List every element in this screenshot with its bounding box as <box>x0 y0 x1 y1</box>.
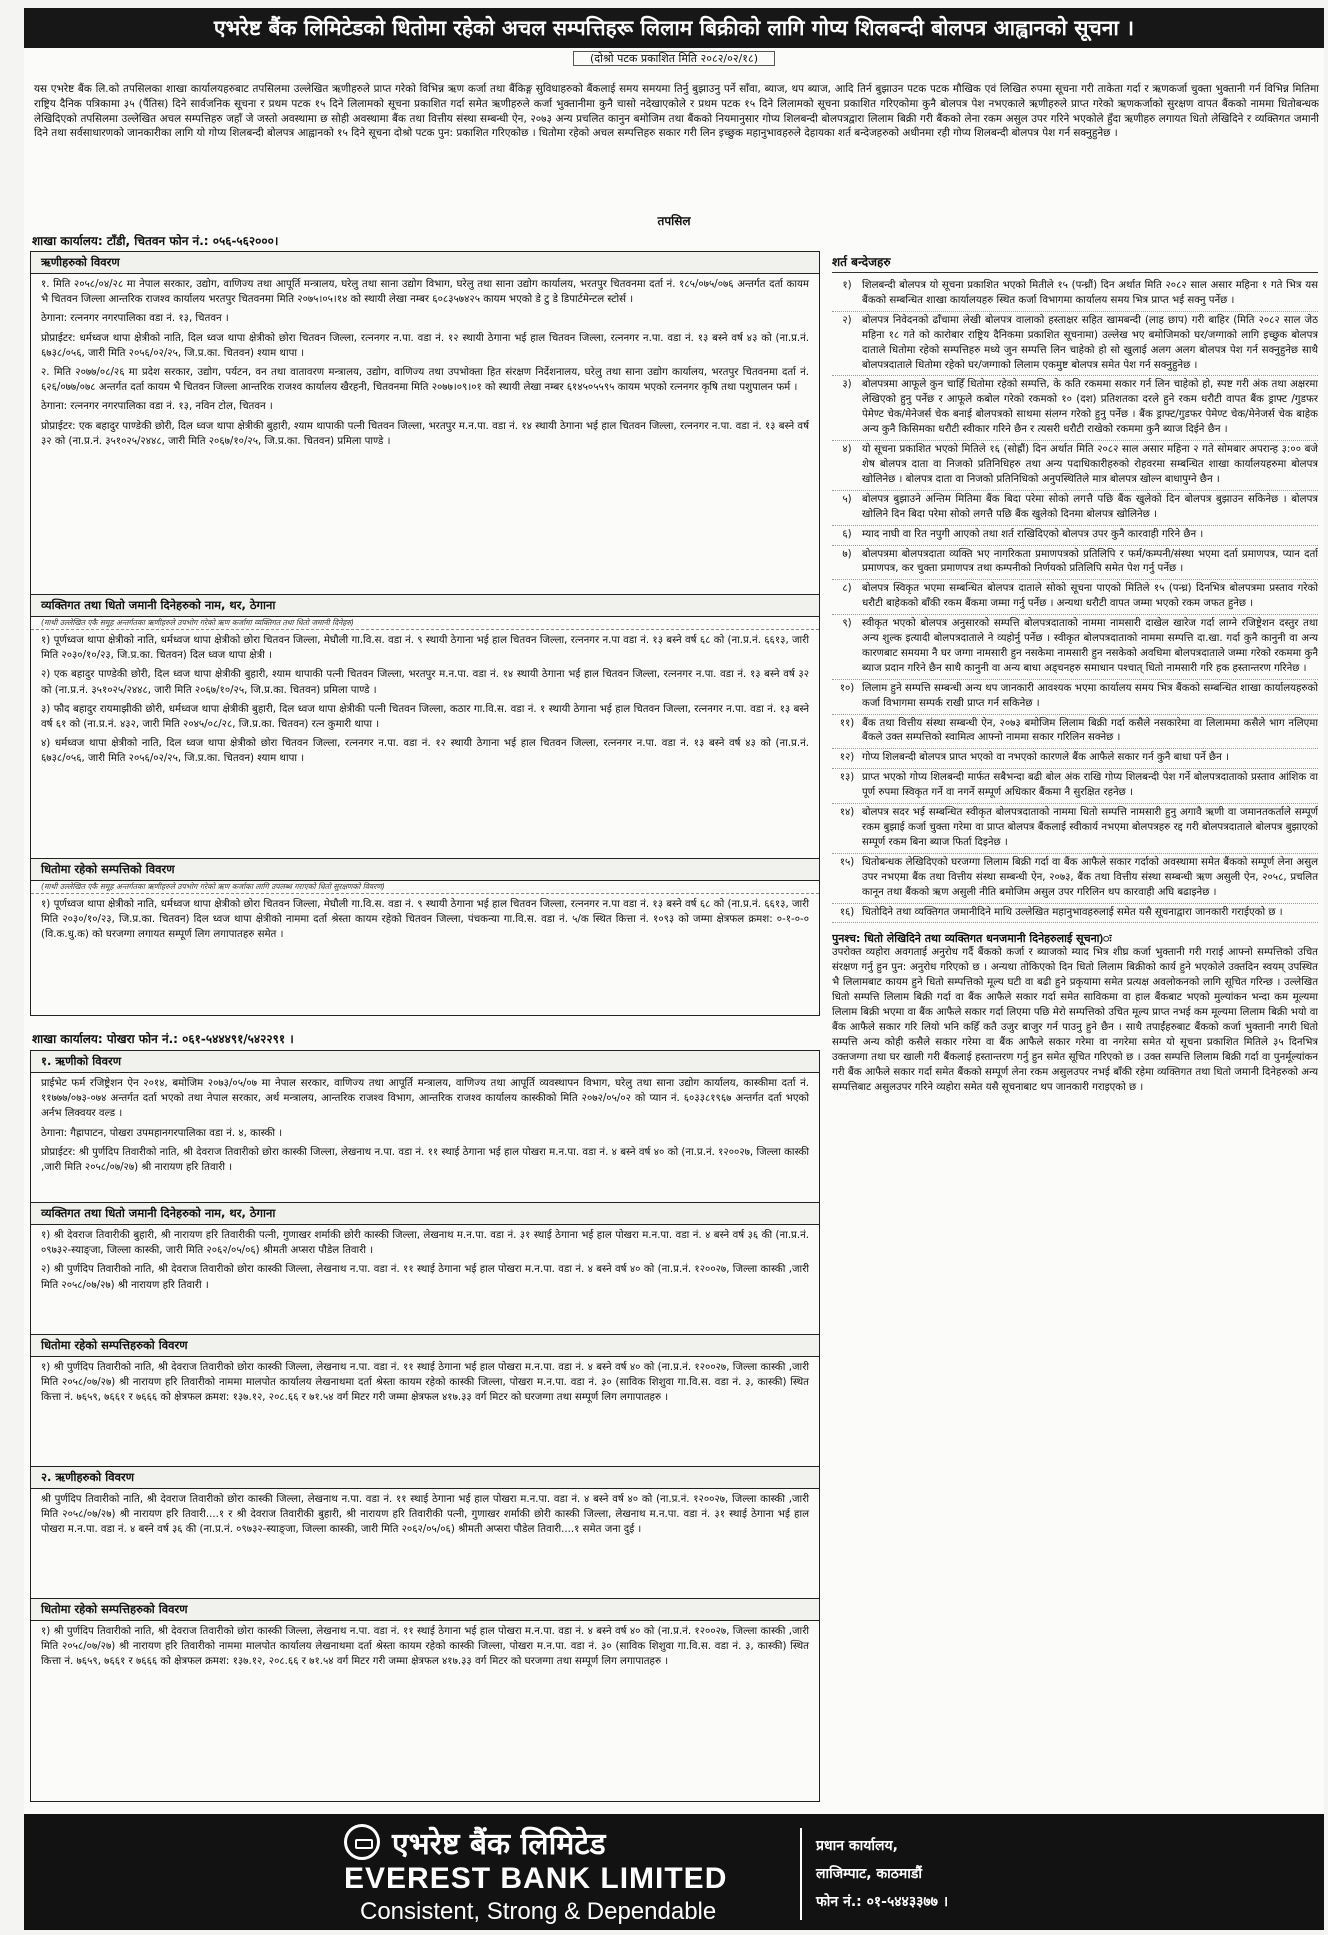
condition-text: बैंक तथा वित्तीय संस्था सम्बन्धी ऐन, २०७३ बमोजिम लिलाम बिक्री गर्दा कसैले नसकारेमा वा लिलाममा कसैले भाग नलिएमा बैंकले उक्त सम्पत्तिको स्वामित्व आफ्नो नाममा सकार गरिलिन सक्नेछ । <box>862 717 1318 744</box>
intro-paragraph: यस एभरेष्ट बैंक लि.को तपसिलका शाखा कार्यालयहरुबाट तपसिलमा उल्लेखित ऋणीहरुले प्राप्त गरेको विभिन्न ऋण कर्जा तथा बैंकिङ्ग सुविधाहरुको बैंकलाई समय समयमा तिर्नु बुझाउनु पर्ने साँवा, ब्याज, थप ब्याज, आदि तिर्न बुझाउन पटक पटक मौखिक एवं लिखित रुपमा सूचना गरी ताकेता गर्दा र ऋणकर्जा चुक्ता भुक्तानी गर्न विभिन्न मितिमा राष्ट्रिय दैनिक पत्रिकामा ३५ (पैंतिस) दिने सार्वजनिक सूचना र प्रथम पटक १५ दिने लिलामको सूचना प्रकाशित गर्दा समेत ऋणीहरुले कर्जा भुक्तानीमा कुनै चासो नदेखाएकोले र प्रथम पटक १५ दिने लिलामको सूचना प्रकाशित गरिएकोमा कुनै बोलपत्र पेश नभएकाले ऋणीहरुले प्राप्त गरेको ऋणकर्जाको सुरक्षण वापत बैंकको नाममा धितोबन्धक लेखिदिएको तपसिलमा उल्लेखित अचल सम्पत्तिहरु जहाँ जे जस्तो अवस्थामा छ सोही अवस्थामा बैंक तथा वित्तीय संस्था सम्बन्धी ऐन, २०७३ अन्य प्रचलित कानुन बमोजिम तथा बैंकको नियमानुसार गोप्य शिलबन्दी बोलपत्रद्वारा लिलाम बिक्री गरी बैंकको लेना रकम असुल उपर गरिने भएकोले हुँदा ऋणीहरु लगायत धितो लेखिदिने र व्यक्तिगत जमानी दिने तथा सर्वसाधारणको जानकारीका लागि यो गोप्य शिलबन्दी बोलपत्र आह्वानको १५ दिने सूचना दोश्रो पटक पुन: प्रकाशित गरिएकोछ । धितोमा रहेको अचल सम्पत्तिहरु सकार गरी लिन इच्छुक महानुभावहरुले देहायका शर्त बन्देजहरुको अधीनमा रही गोप्य शिलबन्दी बोलपत्र पेश गर्न सक्नुहुनेछ । <box>34 83 1319 140</box>
tapsil-heading: तपसिल <box>657 214 691 228</box>
borrower-address: ठेगाना: गैह्रापाटन, पोखरा उपमहानगरपालिका वडा नं. ४, कास्की । <box>41 1127 283 1139</box>
guarantors-heading: व्यक्तिगत तथा धितो जमानी दिनेहरुको नाम, थर, ठेगाना <box>31 595 819 617</box>
conditions-heading: शर्त बन्देजहरु <box>832 251 1318 273</box>
condition-item <box>832 491 1318 526</box>
property-entry: १) पूर्णध्वज थापा क्षेत्रीको नाति, धर्मध्वज थापा क्षेत्रीको छोरा चितवन जिल्ला, मेघौली गा.वि.स. वडा नं. ९ स्थायी ठेगाना भई हाल चितवन जिल्ला, रत्ननगर न.पा वडा नं. १३ बस्ने वर्ष ६८ को (ना.प्र.नं. ६६१३, जारी मिति २०३०/१०/२३, जि.प्र.का. चितवन) दिल ध्वज थापा क्षेत्रीको नाममा दर्ता श्रेस्ता कायम रहेको चितवन जिल्ला, पंचकन्या गा.वि.स. वडा नं. ५/क स्थित कित्ता नं. १०९३ को जम्मा क्षेत्रफल क्रमश: ०-१-०-० (वि.क.धु.क) को घरजग्गा लगायत सम्पूर्ण लिग लगापातहरु समेत । <box>41 899 809 941</box>
postscript-heading: पुनश्च: धितो लेखिदिने तथा व्यक्तिगत धनजमानी दिनेहरुलाई सूचना)ः <box>832 932 1112 946</box>
borrower-proprietor: प्रोप्राईटर: धर्मध्वज थापा क्षेत्रीको नाति, दिल ध्वज थापा क्षेत्रीको छोरा चितवन जिल्ला, रत्ननगर न.पा. वडा नं. १२ स्थायी ठेगाना भई हाल चितवन जिल्ला, रत्ननगर न.पा. वडा नं. १३ बस्ने वर्ष ४३ को (ना.प्र.नं. ६७३८/०५६, जारी मिति २०५६/०२/२५, जि.प्र.का. चितवन) श्याम थापा । <box>41 332 809 359</box>
condition-number: १४) <box>839 807 855 819</box>
condition-text: बोलपत्रमा बोलपत्रदाता व्यक्ति भए नागरिकता प्रमाणपत्रको प्रतिलिपि र फर्म/कम्पनी/संस्था भएमा दर्ता प्रमाणपत्र, प्यान दर्ता प्रमाणपत्र, कर चुक्ता प्रमाणपत्र तथा कम्पनीको निर्णयको प्रतिलिपि समेत पेश गर्नु पर्नेछ । <box>862 548 1318 575</box>
condition-number: १३) <box>839 772 855 784</box>
condition-text: बोलपत्र निवेदनको ढाँचामा लेखी बोलपत्र वालाको हस्ताक्षर सहित खामबन्दी (लाह छाप) गरी बाहिर (मिति २०८२ साल जेठ महिना १८ गते को कारोबार राष्ट्रिय दैनिकमा प्रकाशित सूचनामा) उल्लेख भए बमोजिमको घर/जग्गाको लागि इच्छुक बोलपत्र दाताले धितोमा रहेको सम्पत्तिहरु मध्ये जुन सम्पत्ति लिन चाहेको हो सो खुलाई अलग अलग बोलपत्र पेश गर्न सक्नुहुनेछ साथै बोलपत्रदाताले धितोमा रहेको घर/जग्गाको लिलाम एकमुष्ट बोलपत्र समेत पेश गर्न सक्नुहुनेछ । <box>862 314 1318 371</box>
condition-number: ७) <box>842 548 852 560</box>
guarantor-entry: ४) धर्मध्वज थापा क्षेत्रीको नाति, दिल ध्वज थापा क्षेत्रीको छोरा चितवन जिल्ला, रत्ननगर न.पा. वडा नं. १२ स्थायी ठेगाना भई हाल चितवन जिल्ला, रत्ननगर न.पा. वडा नं. १३ बस्ने वर्ष ४३ को (ना.प्र.नं. ६७३८/०५६, जारी मिति २०५६/०२/२५, जि.प्र.का. चितवन) श्याम थापा । <box>41 738 809 765</box>
condition-text: शिलबन्दी बोलपत्र यो सूचना प्रकाशित भएको मितीले १५ (पन्ध्रौं) दिन अर्थात मिति २०८२ साल असार महिना १ गते भित्र यस बैंकको सम्बन्धित शाखा कार्यालयहरु स्थित कर्जा विभागमा कार्यालय समय भित्र प्राप्त भई सक्नु पर्नेछ । <box>862 280 1318 306</box>
borrower-proprietor: प्रोप्राईटर: श्री पुर्णदिप तिवारीको नाति, श्री देवराज तिवारीको छोरा कास्की जिल्ला, लेखनाथ न.पा. वडा नं. ११ स्थाई ठेगाना भई हाल पोखरा म.न.पा. वडा नं. ४ बस्ने वर्ष ४० को (ना.प्र.नं. १२००२७, जिल्ला कास्की ,जारी मिति २०५८/०७/२७) श्री नारायण हरि तिवारी । <box>41 1146 809 1174</box>
office-place: लाजिम्पाट, काठमाडौं <box>816 1866 923 1882</box>
property-heading: धितोमा रहेको सम्पत्तिहरुको विवरण <box>31 1599 819 1621</box>
guarantor-entry: ३) फौद बहादुर रायमाझीकी छोरी, धर्मध्वज थापा क्षेत्रीकी बुहारी, दिल ध्वज थापा क्षेत्रीकी पत्नी चितवन जिल्ला, कठार गा.वि.स. वडा नं. १ स्थायी ठेगाना भई हाल चितवन जिल्ला, रत्ननगर न.पा. वडा नं. १३ बस्ने वर्ष ६१ को (ना.प्र.नं. ४३२, जारी मिति २०४५/०८/२८, जि.प्र.का. चितवन) रत्न कुमारी थापा । <box>41 703 809 731</box>
footer-divider <box>800 1828 802 1920</box>
condition-number: ५) <box>842 493 852 505</box>
property-entry: १) श्री पुर्णदिप तिवारीको नाति, श्री देवराज तिवारीको छोरा कास्की जिल्ला, लेखनाथ न.पा. वडा नं. ११ स्थाई ठेगाना भई हाल पोखरा म.न.पा. वडा नं. ४ बस्ने वर्ष ४० को (ना.प्र.नं. १२००२७, जिल्ला कास्की ,जारी मिति २०५८/०७/२७) श्री नारायण हरि तिवारीको नाममा मालपोत कार्यालय लेखनाथमा दर्ता श्रेस्ता कायम रहेको कास्की जिल्ला, पोखरा म.न.पा. वडा नं. ३० (साविक शिशुवा गा.वि.स. वडा नं. ३, कास्की) स्थित कित्ता नं. ७६५९, ७६६१ र ७६६६ को क्षेत्रफल क्रमश: १३७.१२, २०८.६६ र ७१.५४ वर्ग मिटर गरी जम्मा क्षेत्रफल ४१७.३३ वर्ग मिटर को घरजग्गा तथा सम्पूर्ण लिग लगापातहरु । <box>41 1626 809 1668</box>
guarantors-list <box>31 630 819 859</box>
brand-tagline: Consistent, Strong & Dependable <box>360 1898 717 1925</box>
condition-text: यो सूचना प्रकाशित भएको मितिले १६ (सोह्रौं) दिन अर्थात मिति २०८२ साल असार महिना २ गते सोमबार अपरान्ह ३:०० बजे शेष बोलपत्र दाता वा निजको प्रतिनिधिहरु तथा अन्य पदाधिकारीहरुको रोहवरमा सम्बन्धित शाखा कार्यालयहरुमा बोलपत्र खोलिनेछ । बोलपत्र दाता वा निजको प्रतिनिधिको अनुपस्थितिले मात्र बोलपत्र खोल्न बाधापुग्ने छैन । <box>862 444 1318 485</box>
guarantors-heading: व्यक्तिगत तथा धितो जमानी दिनेहरुको नाम, थर, ठेगाना <box>31 1203 819 1225</box>
condition-text: बोलपत्र स्विकृत भएमा सम्बन्धित बोलपत्र दाताले सोको सूचना पाएको मितिले १५ (पन्ध्र) दिनभित्र बोलपत्रमा प्रस्ताव गरेको धरौटी बाहेकको बाँकी रकम बैंकमा जम्मा गर्नु पर्नेछ । अन्यथा धरौटी वापत जम्मा भएको रकम जफत हुनेछ । <box>862 583 1318 610</box>
office-phone: फोन नं.: ०१-५४४३३७७ । <box>816 1894 949 1910</box>
condition-text: बोलपत्र सदर भई सम्बन्धित स्वीकृत बोलपत्रदाताको नाममा धितो सम्पत्ति नामसारी हुनु अगावै ऋणी वा जमानतकर्ताले सम्पूर्ण रकम बुझाई कर्जा चुक्ता गरेमा वा प्राप्त बोलपत्र बैंकलाई स्वीकार्य नभएमा बोलपत्रहरु रद्द गरी बोलपत्रदाताले बोलपत्र बुझाएको सम्पूर्ण रकम बिना ब्याज फिर्ता दिइनेछ । <box>862 807 1318 848</box>
conditions-list <box>832 277 1318 923</box>
condition-item <box>832 615 1318 680</box>
condition-number: ९) <box>842 618 852 630</box>
guarantors-list <box>31 1225 819 1335</box>
condition-number: १०) <box>839 682 855 694</box>
property-details <box>31 1357 819 1467</box>
office-label: प्रधान कार्यालय, <box>816 1838 898 1854</box>
property-heading: धितोमा रहेको सम्पत्तिहरुको विवरण <box>31 1335 819 1357</box>
borrower-entry: १. मिति २०५८/०४/२८ मा नेपाल सरकार, उद्योग, वाणिज्य तथा आपूर्ति मन्त्रालय, घरेलु तथा साना उद्योग विभाग, घरेलु तथा साना उद्योग कार्यालय, भरतपुर चितवनमा दर्ता नं. १८५/०७५/०७६ अन्तर्गत दर्ता कायम भै चितवन जिल्ला आन्तरिक राजश्व कार्यालय भरतपुर चितवनमा मिति २०७५।०५।१४ को स्थायी लेखा नम्बर ६०८३५७४२५ कायम भएको डे टु डे डिपार्टमेन्टल स्टोर्स । <box>41 279 809 306</box>
borrowers-heading: १. ऋणीको विवरण <box>31 1051 819 1073</box>
borrowers-details <box>31 1073 819 1203</box>
guarantor-entry: २) श्री पुर्णदिप तिवारीको नाति, श्री देवराज तिवारीको छोरा कास्की जिल्ला, लेखनाथ न.पा. वडा नं. ११ स्थाई ठेगाना भई हाल पोखरा म.न.पा. वडा नं. ४ बस्ने वर्ष ४० को (ना.प्र.नं. १२००२७, जिल्ला कास्की ,जारी मिति २०५८/०७/२७) श्री नारायण हरि तिवारी । <box>41 1264 809 1291</box>
property-heading: धितोमा रहेको सम्पत्तिको विवरण <box>31 859 819 881</box>
condition-text: बोलपत्र बुझाउने अन्तिम मितिमा बैंक बिदा परेमा सोको लगत्तै पछि बैंक खुलेको दिन बोलपत्र बुझाउन सकिनेछ । बोलपत्र खोलिने दिन बिदा परेमा सोको लगत्तै पछि बैंक खुलेको दिनमा बोलपत्र खोलिनेछ । <box>862 493 1318 520</box>
condition-item <box>832 749 1318 769</box>
brand-name-nepali: एभरेष्ट बैंक लिमिटेड <box>392 1827 606 1862</box>
condition-text: प्राप्त भएको गोप्य शिलबन्दी मार्फत सबैभन्दा बढी बोल अंक राखि गोप्य शिलबन्दी पेश गर्ने बोलपत्रदाताको प्रस्ताव आंशिक वा पूर्ण रुपमा स्विकृत गर्ने वा नगर्ने सम्पूर्ण अधिकार बैंकमा नै सुरक्षित रहनेछ । <box>862 772 1318 799</box>
borrower-address: ठेगाना: रत्ननगर नगरपालिका वडा नं. १३, चितवन । <box>41 313 229 325</box>
borrower-entry: श्री पुर्णदिप तिवारीको नाति, श्री देवराज तिवारीको छोरा कास्की जिल्ला, लेखनाथ न.पा. वडा नं. ११ स्थाई ठेगाना भई हाल पोखरा म.न.पा. वडा नं. ४ बस्ने वर्ष ४० को (ना.प्र.नं. १२००२७, जिल्ला कास्की ,जारी मिति २०५८/०७/२७) श्री नारायण हरि तिवारी....१ र श्री देवराज तिवारीकी बुहारी, श्री नारायण हरि तिवारीकी पत्नी, गुणाखर शर्माकी छोरी कास्की जिल्ला, लेखनाथ म.न.पा. वडा नं. ३१ स्थाई ठेगाना भई हाल पोखरा म.न.पा. वडा नं. ४ बस्ने वर्ष ३६ की (ना.प्र.नं. ०९७३२-स्याङ्जा, जिल्ला कास्की, जारी मिति २०६२/०५/०६) श्रीमती अप्सरा पौडेल तिवारी....१ समेत जना दुई । <box>41 1494 809 1536</box>
condition-item <box>832 526 1318 546</box>
condition-number: ६) <box>842 528 852 540</box>
head-office-address <box>816 1832 948 1916</box>
condition-item <box>832 904 1318 924</box>
branch-tandi-line: शाखा कार्यालय: टाँडी, चितवन फोन नं.: ०५६-५६२०००। <box>32 234 279 248</box>
condition-number: ८) <box>842 583 852 595</box>
condition-item <box>832 376 1318 441</box>
borrower-entry: प्राईभेट फर्म रजिष्ट्रेशन ऐन २०१४, बमोजिम २०७३/०५/०७ मा नेपाल सरकार, वाणिज्य तथा आपूर्ति मन्त्रालय, वाणिज्य तथा आपूर्ति व्यवस्थापन विभाग, घरेलु तथा साना उद्योग कार्यालय, कास्कीमा दर्ता नं. ११७७७/०७३-०७४ अन्तर्गत दर्ता भएको तथा नेपाल सरकार, अर्थ मन्त्रालय, आन्तरिक राजश्व विभाग, आन्तरिक राजश्व कार्यालय कास्कीको मिति २०७२/०५/०२ को प्यान नं. ६०३३८१९६७ अन्तर्गत दर्ता भएको अर्नभ लिक्वयर वल्ड । <box>41 1078 809 1120</box>
guarantors-note: (माथी उल्लेखित एकै समूह अन्तर्गतका ऋणीहरुले उपभोग गरेको ऋण कर्जामा व्यक्तिगत तथा धितो जमानी दिनेहरु) <box>31 617 819 630</box>
branch-tandi-section <box>30 251 820 1016</box>
guarantor-entry: १) पूर्णध्वज थापा क्षेत्रीको नाति, धर्मध्वज थापा क्षेत्रीको छोरा चितवन जिल्ला, मेघौली गा.वि.स. वडा नं. ९ स्थायी ठेगाना भई हाल चितवन जिल्ला, रत्ननगर न.पा वडा नं. १३ बस्ने वर्ष ६८ को (ना.प्र.नं. ६६१३, जारी मिति २०३०/१०/२३, जि.प्र.का. चितवन) दिल ध्वज थापा क्षेत्री । <box>41 635 809 662</box>
notice-page <box>24 8 1324 1930</box>
condition-item <box>832 769 1318 804</box>
borrowers-details <box>31 1489 819 1599</box>
condition-number: ११) <box>839 717 855 729</box>
notice-title: एभरेष्ट बैंक लिमिटेडको धितोमा रहेको अचल सम्पत्तिहरू लिलाम बिक्रीको लागि गोप्य शिलबन्दी बोलपत्र आह्वानको सूचना । <box>24 8 1324 48</box>
condition-text: धितोदिने तथा व्यक्तिगत जमानीदिने माथि उल्लेखित महानुभावहरुलाई समेत यसै सूचनाद्वारा जानकारी गराईएको छ । <box>862 906 1283 918</box>
borrowers-heading: २. ऋणीहरुको विवरण <box>31 1467 819 1489</box>
bank-logo-icon <box>344 1824 380 1860</box>
property-details <box>31 1621 819 1733</box>
condition-text: गोप्य शिलबन्दी बोलपत्र प्राप्त भएको वा नभएको कारणले बैंक आफैले सकार गर्न कुनै बाधा पर्ने छैन । <box>862 752 1229 764</box>
condition-item <box>832 854 1318 904</box>
borrower-address: ठेगाना: रत्ननगर नगरपालिका वडा नं. १३, नविन टोल, चितवन । <box>41 401 273 413</box>
property-entry: १) श्री पुर्णदिप तिवारीको नाति, श्री देवराज तिवारीको छोरा कास्की जिल्ला, लेखनाथ न.पा. वडा नं. ११ स्थाई ठेगाना भई हाल पोखरा म.न.पा. वडा नं. ४ बस्ने वर्ष ४० को (ना.प्र.नं. १२००२७, जिल्ला कास्की ,जारी मिति २०५८/०७/२७) श्री नारायण हरि तिवारीको नाममा मालपोत कार्यालय लेखनाथमा दर्ता श्रेस्ता कायम रहेको कास्की जिल्ला, पोखरा म.न.पा. वडा नं. ३० (साविक शिशुवा गा.वि.स. वडा नं. ३, कास्की) स्थित कित्ता नं. ७६५९, ७६६१ र ७६६६ को क्षेत्रफल क्रमश: १३७.१२, २०८.६६ र ७१.५४ वर्ग मिटर गरी जम्मा क्षेत्रफल ४१७.३३ वर्ग मिटर को घरजग्गा तथा सम्पूर्ण लिग लगापातहरु । <box>41 1362 809 1404</box>
condition-text: स्वीकृत भएको बोलपत्र अनुसारको सम्पत्ति बोलपत्रदाताको नाममा नामसारी दाखेल खारेज गर्दा लाग्ने रजिष्ट्रेशन दस्तुर तथा अन्य शुल्क इत्यादी बोलपत्रदाताले ने व्यहोर्नु पर्नेछ । स्वीकृत बोलपत्रदाताको नाममा सम्पत्ति दा.खा. गर्दा कुनै कानुनी वा अन्य कारणबाट समयमा नै घर जग्गा नामसारी हुन नसकेमा नामसारी हुन नसकेको अवधिमा बोलपत्रदाताले जम्मा गरेको रकममा कुनै ब्याज प्रदान गरिने छैन साथै कानुनी वा अन्य बाधा अड्चनहरु समाधान पश्चात् धितो नामसारी गरि हक हस्तान्तरण गरिनेछ । <box>862 618 1318 674</box>
condition-item <box>832 312 1318 377</box>
condition-number: ४) <box>842 444 852 456</box>
condition-item <box>832 715 1318 750</box>
condition-number: १) <box>842 280 852 291</box>
property-note: (माथी उल्लेखित एकै समूह अन्तर्गतका ऋणीहरुले उपभोग गरेको ऋण कर्जाका लागि उपलब्ध गराएको धितो सुरक्षणको विवरण) <box>31 881 819 894</box>
condition-item <box>832 546 1318 581</box>
condition-number: ३) <box>842 379 852 391</box>
branch-pokhara-line: शाखा कार्यालय: पोखरा फोन नं.: ०६१-५४४४९१/५४२२९१ । <box>32 1032 294 1046</box>
condition-text: धितोबन्धक लेखिदिएको घरजग्गा लिलाम बिक्री गर्दा वा बैंक आफैले सकार गर्दाको अवस्थामा समेत बैंकको सम्पूर्ण लेना असुल उपर नभएमा बैंक तथा वित्तीय संस्था सम्बन्धी ऐन, २०७३, बैंक तथा वित्तीय संस्था सम्बन्धी ऋण असुली ऐन, २०५८, प्रचलित कानून तथा बैंकको ऋण असुली नीति बमोजिम असुल उपर गरिलिन थप कारवाही अघि बढाइनेछ । <box>862 856 1318 898</box>
brand-name-english: EVEREST BANK LIMITED <box>344 1862 728 1895</box>
condition-text: लिलाम हुने सम्पत्ति सम्बन्धी अन्य थप जानकारी आवश्यक भएमा कार्यालय समय भित्र बैंकको सम्बन्धित शाखा कार्यालयहरुको कर्जा विभागमा सम्पर्क राखी प्राप्त गर्न सकिनेछ । <box>862 682 1318 709</box>
guarantor-entry: २) एक बहादुर पाण्डेकी छोरी, दिल ध्वज थापा क्षेत्रीकी बुहारी, श्याम थापाकी पत्नी चितवन जिल्ला, भरतपुर म.न.पा. वडा नं. १४ स्थायी ठेगाना भई हाल चितवन जिल्ला, रत्ननगर न.पा. वडा नं. १३ बस्ने वर्ष ३२ को (ना.प्र.नं. ३५१०२५/२४४८, जारी मिति २०६७/१०/२५, जि.प्र.का. चितवन) प्रमिला पाण्डे । <box>41 669 809 696</box>
condition-number: १५) <box>839 856 855 868</box>
borrower-entry: २. मिति २०७७/०८/२६ मा प्रदेश सरकार, उद्योग, पर्यटन, वन तथा वातावरण मन्त्रालय, उद्योग, वाणिज्य तथा उपभोक्ता हित संरक्षण निर्देशनालय, घरेलु तथा साना उद्योग कार्यालय, भरतपुर चितवनमा दर्ता नं. ६२६/०७७/०७८ अन्तर्गत दर्ता कायम भै चितवन जिल्ला आन्तरिक राजश्व कार्यालय खैरहनी, चितवनमा मिति २०७७।०९।०१ को स्थायी लेखा नम्बर ६१४५०५५९५ कायम भएको रत्ननगर कृषि तथा पशुपालन फर्म । <box>41 367 809 394</box>
condition-number: २) <box>842 314 852 326</box>
condition-item <box>832 441 1318 491</box>
conditions-column <box>832 251 1318 1811</box>
condition-number: १६) <box>839 906 855 918</box>
borrower-proprietor: प्रोप्राईटर: एक बहादुर पाण्डेकी छोरी, दिल ध्वज थापा क्षेत्रीकी बुहारी, श्याम थापाकी पत्नी चितवन जिल्ला, भरतपुर म.न.पा. वडा नं. १४ स्थायी ठेगाना भई हाल चितवन जिल्ला, रत्ननगर न.पा. वडा नं. १३ बस्ने वर्ष ३२ को (ना.प्र.नं. ३५१०२५/२४४८, जारी मिति २०६७/१०/२५, जि.प्र.का. चितवन) प्रमिला पाण्डे । <box>41 420 809 447</box>
condition-text: बोलपत्रमा आफूले कुन चाहिँ धितोमा रहेको सम्पत्ति, के कति रकममा सकार गर्न लिन चाहेको हो, स्पष्ट गरी अंक तथा अक्षरमा लेखिएको हुनु पर्नेछ र आफूले कबोल गरेको रकमको १० (दश) प्रतिशतका दरले हुने रकम धरौटी वापत बैंक ड्राफ्ट /गुडफर पेमेण्ट चेक/मेनेजर्स चेक बनाई बोलपत्रको साथमा संलग्न गरेको हुनु पर्नेछ । बैंक ड्राफ्ट/गुडफर पेमेण्ट चेक/मेनेजर्स चेक बाहेक अन्य कुनै किसिमका धरौटी स्वीकार गरिने छैन र त्यसरी धरौटी राखेको रकममा कुनै ब्याज दिईने छैन । <box>862 379 1318 436</box>
branch-pokhara-section <box>30 1050 820 1802</box>
postscript-body: उपरोक्त व्यहोरा अवगताई अनुरोध गर्दै बैंकको कर्जा र ब्याजको म्याद भित्र शीघ्र कर्जा भुक्तानी गरी गराई आफ्नो सम्पत्तिको उचित संरक्षण गर्नु हुन पुन: अनुरोध गरिएको छ । अन्यथा तोकिएको दिन धितो लिलाम बिक्रीको कार्य हुने भएकोले उक्तदिन स्वयम् उपस्थित भै लिलामबाट कायम हुने धितो सम्पत्तिको मूल्य घटी वा बढी हुने प्रकृयामा समेत प्रत्यक्ष अवलोकनको लागि सूचित गरिन्छ । उल्लेखित धितो सम्पत्ति लिलाम बिक्री गर्दा वा बैंक आफैले सकार गर्दा समेत साविकमा वा हाल बैंकबाट भएको मुल्यांकन भन्दा कम मूल्यमा लिलाम बिक्री भएमा वा बैंक आफैले सकार गर्दा लिएमा पछि मेरो सम्पत्तिको उचित मूल्य प्राप्त नभई कम मूल्यमा लिलाम बिक्री भयो वा बैंक आफैले सकार गरि लियो भनि कहिँ कतै उजुर बाजुर गर्न पाउनु हुने छैन । साथै तपाईंहरुबाट बैंकको कर्जा भुक्तानी नगरी धितो सम्पत्ति अन्य कोही कसैले सकार गरेमा वा बैंक आफैले सकार गरेमा वा नगरेमा समेत यो सूचना प्रकाशित मितिले ३५ दिनभित्र उक्तजग्गा तथा घर खाली गरी बैंकलाई हस्तान्तरण गर्नु हुन समेत सूचित गरिएको छ । उक्त सम्पत्ति लिलाम बिक्री गर्दा वा पुनर्मूल्यांकन गरी बैंक आफैले सकार गर्दा समेत बैंकको सम्पूर्ण लेना रकम असुलउपर नभई बाँकी रहेमा व्यक्तिगत तथा धितो जमानी दिनेहरुको अन्य सम्पत्तिबाट असुलउपर गरिने व्यहोरा समेत यसै सूचनाबाट थप जानकारी गराइएको छ । <box>832 947 1318 1093</box>
condition-text: म्याद नाघी वा रित नपुगी आएको तथा शर्त राखिदिएको बोलपत्र उपर कुनै कारवाही गरिने छैन । <box>862 528 1204 540</box>
borrowers-heading: ऋणीहरुको विवरण <box>31 252 819 274</box>
bank-footer <box>24 1814 1324 1930</box>
property-details <box>31 894 819 1014</box>
condition-item <box>832 680 1318 715</box>
condition-item <box>832 804 1318 854</box>
condition-number: १२) <box>839 752 855 764</box>
condition-item <box>832 277 1318 312</box>
borrowers-details <box>31 274 819 595</box>
guarantor-entry: १) श्री देवराज तिवारीकी बुहारी, श्री नारायण हरि तिवारीकी पत्नी, गुणाखर शर्माकी छोरी कास्की जिल्ला, लेखनाथ म.न.पा. वडा नं. ३१ स्थाई ठेगाना भई हाल पोखरा म.न.पा. वडा नं. ४ बस्ने वर्ष ३६ की (ना.प्र.नं. ०९७३२-स्याङ्जा, जिल्ला कास्की, जारी मिति २०६२/०५/०६) श्रीमती अप्सरा पौडेल तिवारी । <box>41 1230 809 1257</box>
publication-date: (दोश्रो पटक प्रकाशित मिति २०८२/०२/१८) <box>24 52 1324 66</box>
condition-item <box>832 580 1318 615</box>
